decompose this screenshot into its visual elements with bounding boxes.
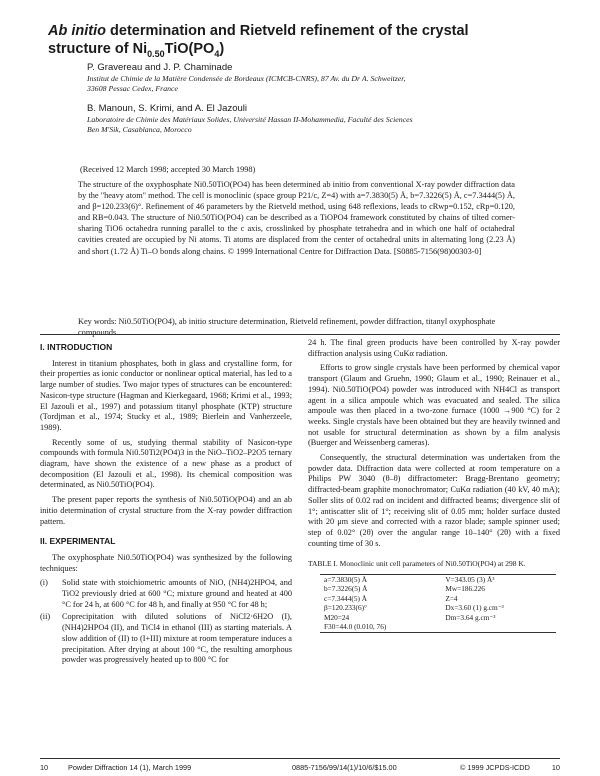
list-item [40,612,292,666]
paragraph: 24 h. The final green products have been controlled by X-ray powder diffraction analysis using CuKα radiation. [308,338,560,358]
received-dates: (Received 12 March 1998; accepted 30 March 1998) [80,165,256,174]
title-line2-post: ) [219,41,225,57]
table-row [320,622,556,632]
table-cell: Dx=3.60 (1) g.cm⁻³ [445,603,504,613]
table-cell: β=120.233(6)° [324,603,367,613]
table-cell: Dm=3.64 g.cm⁻³ [445,612,496,622]
list-item-label: (ii) [40,612,51,622]
table-cell: b=7.3226(5) Å [324,584,368,594]
table-row [320,594,556,603]
paragraph: Interest in titanium phosphates, both in glass and crystalline form, for their properties as ionic conductor or nonlinear optical material, has led to a large number of studies. Two major types of structures can be encountered: Nasicon-type structure (Hagman and Kierkegaard, 1968; Krimi et al., 1993; El Jazouli et al., 1997) and potassium titanyl phosphate (KTP) structure (Tordjman et al., 1974; Stucky et al., 1989; Bierlein and Vanherzeele, 1989). [40,358,292,432]
paragraph: The present paper reports the synthesis of Ni0.50TiO(PO4) and an ab initio determination of crystal structure from the X-ray powder diffraction pattern. [40,495,292,526]
page-number-right: 10 [551,763,560,772]
table-row [320,584,556,593]
article-code: 0885-7156/99/14(1)/10/6/$15.00 [292,763,397,772]
paragraph: Efforts to grow single crystals have been performed by chemical vapor transport (Glaum and Gruehn, 1990; Glaum et al., 1990; Reinauer et al., 1994). Ni0.50TiO(PO4) powder was introduced with NH4Cl as transport agent in a silica ampoule which was evacuated and sealed. The silica ampoule was then placed in a two-zone furnace (1000 →900 °C) for 2 weeks. Single crystals have been obtained but they are heavily twinned and not usable for structural determination as shown by a film analysis (Buerger and Weissenberg cameras). [308,363,560,448]
paragraph: The oxyphosphate Ni0.50TiO(PO4) was synthesized by the following techniques: [40,552,292,573]
table-cell: V=343.05 (3) Å³ [445,575,495,585]
section-heading-experimental: II. EXPERIMENTAL [40,536,116,547]
author-affiliation: Ben M'Sik, Casablanca, Morocco [87,125,192,135]
table-row [320,613,556,622]
title-line2-mid: TiO(PO [164,41,215,57]
section-heading-introduction: I. INTRODUCTION [40,342,113,352]
footer-divider [40,758,560,759]
abstract: The structure of the oxyphosphate Ni0.50TiO(PO4) has been determined ab initio from conventional X-ray powder diffraction data by the "heavy atom" method. The cell is monoclinic (space group P21/c, Z=4) with a=7.3830(5) Å, b=7.3226(5) Å, c=7.3444(5) Å, and β=120.233(6)°. Refinement of 46 parameters by the Rietveld method, using 648 reflexions, leads to cRwp=0.152, cRp=0.120, and RB=0.043. The structure of Ni0.50TiO(PO4) can be described as a TiOPO4 framework constituted by chains of tilted corner-sharing TiO6 octahedra running parallel to the c axis, crosslinked by phosphate tetrahedra and in which one half of octahedral cavities created are occupied by Ni atoms. Ti atoms are displaced from the center of octahedral units in alternating long (2.23 Å) and short (1.72 Å) Ti–O bonds along chains. © 1999 International Centre for Diffraction Data. [S0885-7156(98)00303-0] [78,180,515,256]
copyright: © 1999 JCPDS-ICDD [460,763,530,772]
author-affiliation: Laboratoire de Chimie des Matériaux Solides, Université Hassan II-Mohammedia, Faculté des Sciences [87,114,413,124]
table-cell: c=7.3444(5) Å [324,593,368,603]
table-cell: M20=24 [324,612,350,622]
journal-citation: Powder Diffraction 14 (1), March 1999 [68,763,192,772]
table-cell: Z=4 [445,593,458,603]
paragraph: Recently some of us, studying thermal stability of Nasicon-type compounds with formula Ni0.50Ti2(PO4)3 in the NiO–TiO2–P2O5 ternary diagram, have shown the existence of a new phase as a product of decomposition (El Jazouli et al., 1998). Its chemical composition was determinated, as Ni0.50TiO(PO4). [40,437,292,490]
table-cell: F30=44.0 (0.010, 76) [324,622,387,632]
table-cell: Mw=186.226 [445,584,485,594]
cell-parameters-table [320,574,556,632]
list-item-label: (i) [40,578,48,588]
title-italic: Ab initio [48,23,106,39]
paragraph: Consequently, the structural determination was undertaken from the powder data. Diffraction data were collected at room temperature on a Philips PW 3040 (θ–θ) diffractometer: Bragg-Brentano geometry; diffracted-beam graphite monochromator; CuKα radiation (40 kV, 40 mA); Soller slits of 0.02 rad on incident and diffracted beams; divergence slit of 1°; antiscatter slit of 1°; receiving slit of 0.05 mm; holder surface dusted with 20 μm sieve and corrected with a razor blade; sample spinner used; step of 0.02° (2θ) over the angular range 10–140° (2θ) with a fixed counting time of 30 s. [308,453,560,548]
keywords: Key words: Ni0.50TiO(PO4), ab initio structure determination, Rietveld refinement, powder diffraction, titanyl oxyphosphate compounds [78,317,496,338]
table-caption: TABLE I. Monoclinic unit cell parameters of Ni0.50TiO(PO4) at 298 K. [308,559,526,569]
left-column [40,338,292,670]
author-names: B. Manoun, S. Krimi, and A. El Jazouli [87,103,247,114]
synthesis-list [40,578,292,666]
author-names: P. Gravereau and J. P. Chaminade [87,62,233,73]
table-cell: a=7.3830(5) Å [324,575,368,585]
author-block-2 [87,104,413,136]
author-block-1 [87,63,405,95]
title-line2-pre: structure of Ni [48,41,148,57]
title-sub1: 0.50 [147,48,165,59]
title-sub2: 4 [214,48,220,59]
author-affiliation: 33608 Pessac Cedex, France [87,84,178,94]
title-line1: determination and Rietveld refinement of the crystal [106,23,469,39]
author-affiliation: Institut de Chimie de la Matière Condensée de Bordeaux (ICMCB-CNRS), 87 Av. du Dr A. Schweitzer, [87,73,406,83]
page-number-left: 10 [40,763,49,772]
paper-title [48,22,528,63]
table-row [320,603,556,612]
right-column [308,338,560,633]
section-divider [40,334,560,335]
list-item-text: Coprecipitation with diluted solutions of NiCl2·6H2O (I), (NH4)2HPO4 (II), and TiCl4 in ethanol (III) as starting materials. A slow addition of (II) to (I+III) mixture at room temperature induces a precipitation. After drying at about 100 °C, the resulting amorphous powder was progressively heated up to 800 °C for [62,612,292,665]
table-row [320,575,556,585]
list-item [40,578,292,610]
table-cell [441,622,556,632]
list-item-text: Solid state with stoichiometric amounts of NiO, (NH4)2HPO4, and TiO2 previously dried at 600 °C; mixture ground and heated at 400 °C for 24 h, at 600 °C for 48 h, and finally at 950 °C for 48 h; [62,578,292,609]
